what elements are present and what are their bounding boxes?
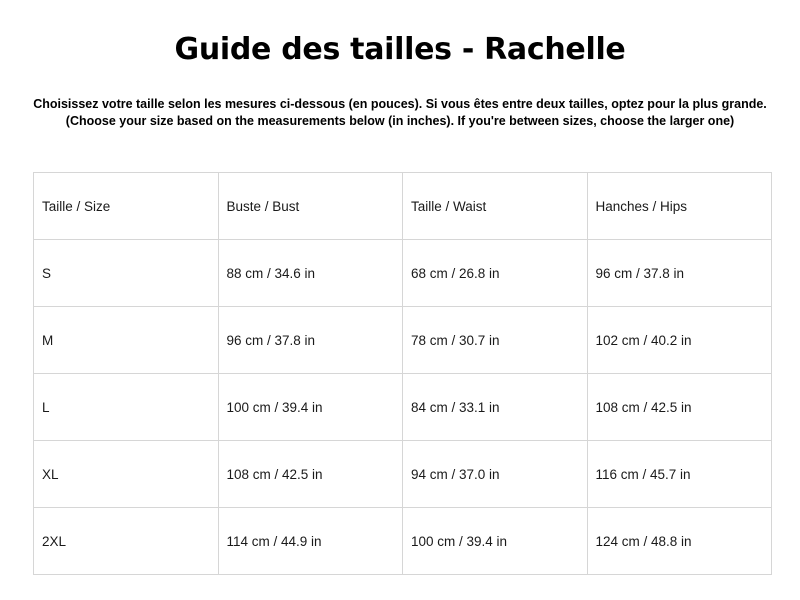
table-row	[34, 374, 772, 441]
size-instructions	[0, 96, 800, 130]
cell-waist: 94 cm / 37.0 in	[403, 441, 588, 508]
header-bust: Buste / Bust	[218, 173, 403, 240]
instructions-english: (Choose your size based on the measurements below (in inches). If you're between sizes, choose the larger one)	[65, 114, 735, 128]
table-row	[34, 441, 772, 508]
cell-hips: 108 cm / 42.5 in	[587, 374, 772, 441]
instructions-french: Choisissez votre taille selon les mesures ci-dessous (en pouces). Si vous êtes entre deux tailles, optez pour la plus grande.	[33, 97, 767, 111]
table-row	[34, 307, 772, 374]
cell-waist: 84 cm / 33.1 in	[403, 374, 588, 441]
table-header-row	[34, 173, 772, 240]
cell-waist: 100 cm / 39.4 in	[403, 508, 588, 575]
cell-waist: 78 cm / 30.7 in	[403, 307, 588, 374]
cell-hips: 116 cm / 45.7 in	[587, 441, 772, 508]
page-title: Guide des tailles - Rachelle	[174, 32, 626, 67]
header-waist: Taille / Waist	[403, 173, 588, 240]
cell-bust: 88 cm / 34.6 in	[218, 240, 403, 307]
cell-bust: 96 cm / 37.8 in	[218, 307, 403, 374]
cell-bust: 108 cm / 42.5 in	[218, 441, 403, 508]
table-row	[34, 240, 772, 307]
cell-size: L	[34, 374, 219, 441]
cell-hips: 96 cm / 37.8 in	[587, 240, 772, 307]
cell-size: M	[34, 307, 219, 374]
cell-hips: 102 cm / 40.2 in	[587, 307, 772, 374]
cell-bust: 114 cm / 44.9 in	[218, 508, 403, 575]
header-hips: Hanches / Hips	[587, 173, 772, 240]
header-size: Taille / Size	[34, 173, 219, 240]
cell-size: 2XL	[34, 508, 219, 575]
cell-hips: 124 cm / 48.8 in	[587, 508, 772, 575]
cell-waist: 68 cm / 26.8 in	[403, 240, 588, 307]
table-row	[34, 508, 772, 575]
cell-size: S	[34, 240, 219, 307]
cell-bust: 100 cm / 39.4 in	[218, 374, 403, 441]
size-chart-table	[33, 172, 772, 575]
cell-size: XL	[34, 441, 219, 508]
